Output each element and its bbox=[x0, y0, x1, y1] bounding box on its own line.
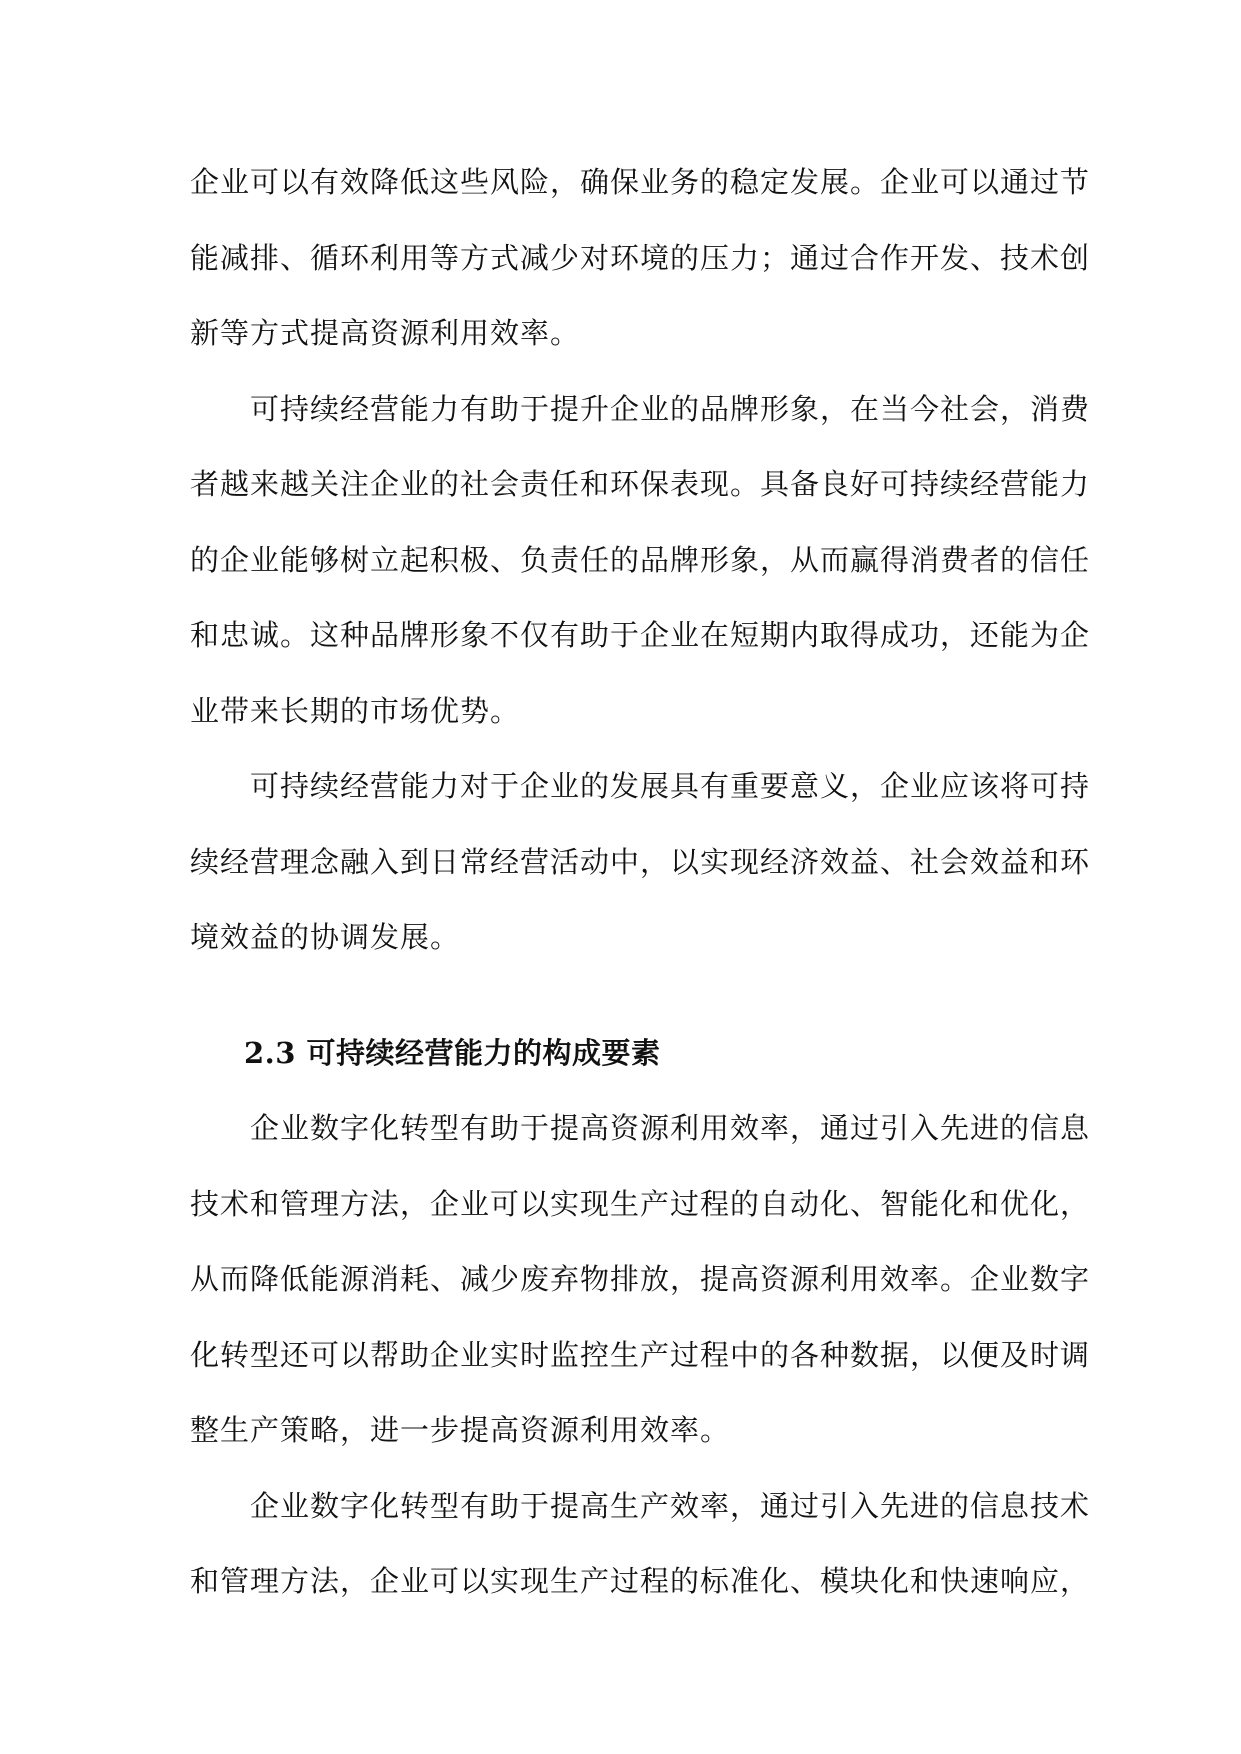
paragraph-line: 整生产策略，进一步提高资源利用效率。 bbox=[190, 1413, 731, 1447]
paragraph-line: 可持续经营能力对于企业的发展具有重要意义，企业应该将可持 bbox=[250, 769, 1091, 803]
paragraph-line: 企业数字化转型有助于提高资源利用效率，通过引入先进的信息 bbox=[250, 1111, 1091, 1145]
paragraph-line: 续经营理念融入到日常经营活动中，以实现经济效益、社会效益和环 bbox=[190, 844, 1091, 879]
section-heading: 2.3 可持续经营能力的构成要素 bbox=[244, 1035, 661, 1070]
paragraph-line: 新等方式提高资源利用效率。 bbox=[190, 316, 581, 350]
paragraph-line: 境效益的协调发展。 bbox=[190, 920, 461, 954]
paragraph-line: 者越来越关注企业的社会责任和环保表现。具备良好可持续经营能力 bbox=[190, 467, 1091, 501]
paragraph-line: 和忠诚。这种品牌形象不仅有助于企业在短期内取得成功，还能为企 bbox=[190, 618, 1091, 652]
paragraph-line: 可持续经营能力有助于提升企业的品牌形象，在当今社会，消费 bbox=[250, 391, 1091, 426]
section-spacer bbox=[190, 976, 1050, 1016]
paragraph-line: 的企业能够树立起积极、负责任的品牌形象，从而赢得消费者的信任 bbox=[190, 542, 1091, 577]
paragraph-line: 业带来长期的市场优势。 bbox=[190, 693, 521, 728]
paragraph-line: 化转型还可以帮助企业实时监控生产过程中的各种数据，以便及时调 bbox=[190, 1337, 1091, 1372]
body-text bbox=[190, 145, 1091, 1620]
paragraph-line: 能减排、循环利用等方式减少对环境的压力；通过合作开发、技术创 bbox=[190, 240, 1091, 275]
paragraph-line: 企业可以有效降低这些风险，确保业务的稳定发展。企业可以通过节 bbox=[190, 165, 1091, 199]
paragraph-line: 和管理方法，企业可以实现生产过程的标准化、模块化和快速响应， bbox=[190, 1564, 1091, 1598]
paragraph-line: 企业数字化转型有助于提高生产效率，通过引入先进的信息技术 bbox=[250, 1488, 1091, 1523]
paragraph-line: 技术和管理方法，企业可以实现生产过程的自动化、智能化和优化， bbox=[190, 1186, 1091, 1221]
paragraph-line: 从而降低能源消耗、减少废弃物排放，提高资源利用效率。企业数字 bbox=[190, 1262, 1091, 1296]
